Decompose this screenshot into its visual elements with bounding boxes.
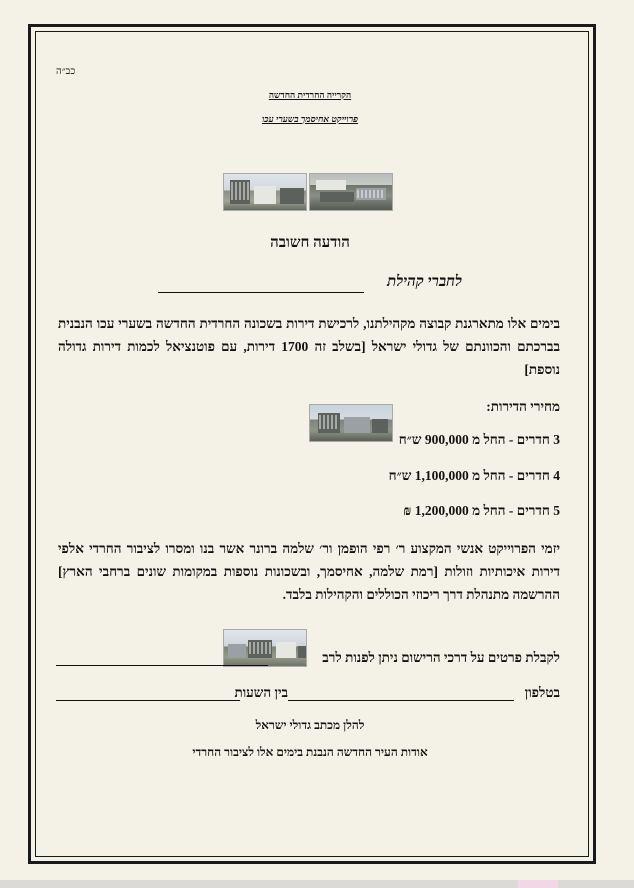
- community-name-line: [158, 292, 364, 293]
- details-text: לקבלת פרטים על דרכי הרישום ניתן לפנות לרב: [322, 650, 560, 665]
- notice-heading: הודעה חשובה: [270, 235, 350, 251]
- building-photo-1: [309, 404, 393, 442]
- letter-subject: אודות העיר החדשה הנבנת בימים אלו לציבור החרדי: [192, 745, 428, 759]
- project-title: הקרייה החרדית החדשה: [268, 90, 352, 100]
- building-photo-4: [223, 173, 307, 211]
- price-5-rooms: 5 חדרים - החל מ 1,200,000 ₪: [403, 503, 560, 518]
- to-members-label: לחברי קהילת: [387, 274, 462, 290]
- hours-line: [56, 700, 240, 701]
- rabbi-name-line: [56, 665, 268, 666]
- photo-collage: [223, 132, 393, 212]
- letter-intro: להלן מכתב גדולי ישראל: [255, 718, 365, 732]
- bottom-tab: [518, 880, 558, 888]
- bsd-mark: כב״ה: [56, 66, 76, 77]
- hours-label: בין השעות: [234, 685, 288, 700]
- price-3-rooms: 3 חדרים - החל מ 900,000 ש״ח: [398, 432, 560, 447]
- building-photo-2: [223, 629, 307, 667]
- price-4-rooms: 4 חדרים - החל מ 1,100,000 ש״ח: [388, 468, 560, 483]
- developers-paragraph: יזמי הפרוייקט אנשי המקצוע ר׳ רפי הופמן ור׳ שלמה ברונר אשר בנו ומסרו לציבור החרדי אלפי דירות איכותיות וזולות [רמת שלמה, אחיסמך, ובשכונות נוספות במקומות שונים ברחבי הארץ] ההרשמה מתנהלת דרך ריכוזי הכוללים והקהילות בלבד.: [58, 541, 560, 602]
- project-subtitle: פרוייקט אחיסמך בשערי עכו: [261, 114, 359, 124]
- intro-paragraph: בימים אלו מתארגנת קבוצה מקהילתנו, לרכישת דירות בשכונה החרדית החדשה בשערי עכו הנבנית בברכתם והכוונתם של גדולי ישראל [בשלב זה 1700 דירות, עם פוטנציאל לכמות דירות גדולה נוספת]: [58, 316, 560, 377]
- building-photo-3: [309, 173, 393, 211]
- phone-label: בטלפון: [524, 685, 560, 700]
- bottom-bar: [0, 880, 634, 888]
- phone-line: [288, 700, 514, 701]
- prices-title: מחירי הדירות:: [486, 399, 560, 414]
